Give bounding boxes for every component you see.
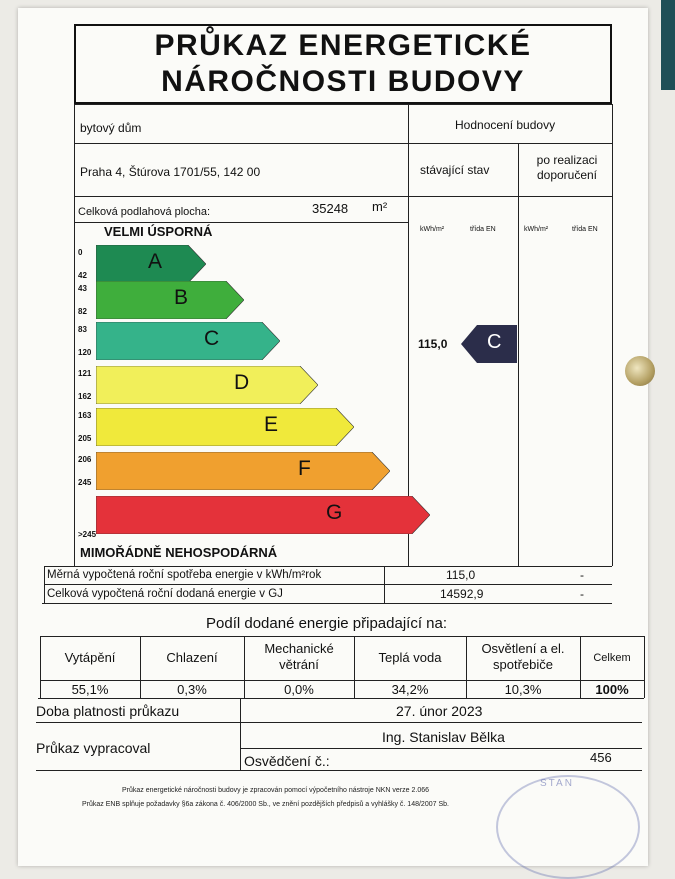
shares-value-cell: 55,1% xyxy=(71,682,109,697)
class-range-to: 82 xyxy=(78,307,87,316)
frame-top-rule xyxy=(74,104,612,105)
footer-line-2: Průkaz ENB splňuje požadavky §6a zákona č. 406/2000 Sb., ve znění pozdějších předpisů a vyhlášky č. 148/2007 Sb. xyxy=(82,801,449,808)
class-range-from: 0 xyxy=(78,248,83,257)
scale-top-label: VELMI ÚSPORNÁ xyxy=(104,224,213,239)
validity-col-rule xyxy=(240,698,241,770)
title-line-1: PRŮKAZ ENERGETICKÉ xyxy=(154,29,532,62)
rating-header-after: po realizaci doporučení xyxy=(536,153,598,182)
rating-header-title: Hodnocení budovy xyxy=(455,118,556,132)
title-line-2: NÁROČNOSTI BUDOVY xyxy=(161,65,525,98)
class-range-from: 206 xyxy=(78,455,92,464)
floor-area-value: 35248 xyxy=(312,201,349,216)
current-rating-arrow xyxy=(461,325,517,363)
shares-value-cell: 34,2% xyxy=(391,682,429,697)
shares-header-top xyxy=(40,636,644,637)
class-range-to: 245 xyxy=(78,478,92,487)
author-label: Průkaz vypracoval xyxy=(36,740,151,756)
official-stamp xyxy=(496,775,640,879)
row-rule-4 xyxy=(44,566,612,567)
energy-class-d-arrow xyxy=(96,366,318,404)
pin-head xyxy=(625,356,655,386)
energy-class-f-arrow xyxy=(96,452,390,490)
total-energy-after: - xyxy=(580,587,584,601)
footer-line-1: Průkaz energetické náročnosti budovy je zpracován pomocí výpočetního nástroje NKN verze 2.066 xyxy=(122,787,430,794)
unit-kwh-after: kWh/m² xyxy=(524,226,549,233)
rating-header-current: stávající stav xyxy=(420,163,490,177)
shares-col-rule xyxy=(644,636,645,698)
frame-right-rule xyxy=(612,104,613,566)
floor-area-label: Celková podlahová plocha: xyxy=(78,206,211,218)
energy-class-letter: B xyxy=(174,286,189,309)
class-range-from: >245 xyxy=(78,530,97,539)
class-range-to: 205 xyxy=(78,434,92,443)
class-range-from: 163 xyxy=(78,411,92,420)
frame-left-rule xyxy=(74,104,75,566)
energy-class-letter: C xyxy=(204,327,220,350)
after-column-rule xyxy=(518,143,519,566)
specific-consumption-value: 115,0 xyxy=(446,568,476,582)
row-rule-3 xyxy=(74,222,408,223)
total-energy-label: Celková vypočtená roční dodaná energie v GJ xyxy=(47,588,283,600)
energy-class-c-arrow xyxy=(96,322,280,360)
floor-area-unit: m² xyxy=(372,199,388,214)
validity-value: 27. únor 2023 xyxy=(396,703,483,719)
energy-class-letter: F xyxy=(298,457,311,480)
energy-class-a-arrow xyxy=(96,245,206,283)
consumption-left-rule xyxy=(44,566,45,603)
consumption-col-rule xyxy=(384,566,385,603)
building-type: bytový dům xyxy=(80,121,142,135)
shares-header-cell: Mechanické větrání xyxy=(264,641,334,672)
certificate-title xyxy=(74,24,612,104)
energy-class-letter: D xyxy=(234,371,250,394)
total-energy-value: 14592,9 xyxy=(440,587,484,601)
row-rule-6 xyxy=(42,603,612,604)
energy-class-g-arrow xyxy=(96,496,430,534)
row-rule-5 xyxy=(44,584,612,585)
shares-value-cell: 0,3% xyxy=(177,682,207,697)
scale-bottom-label: MIMOŘÁDNĚ NEHOSPODÁRNÁ xyxy=(80,545,278,560)
specific-consumption-label: Měrná vypočtená roční spotřeba energie v kWh/m²rok xyxy=(47,569,322,581)
unit-class-current: třída EN xyxy=(470,226,496,233)
current-rating-value: 115,0 xyxy=(418,337,448,351)
cert-value: 456 xyxy=(590,750,612,765)
shares-header-cell: Teplá voda xyxy=(378,650,442,665)
class-range-from: 83 xyxy=(78,325,87,334)
class-range-from: 121 xyxy=(78,369,92,378)
unit-class-after: třída EN xyxy=(572,226,598,233)
shares-header-cell: Osvětlení a el. spotřebiče xyxy=(481,641,565,672)
author-mid-rule xyxy=(240,748,642,749)
shares-header-cell: Vytápění xyxy=(64,650,116,665)
validity-bottom-rule xyxy=(36,722,642,723)
shares-title: Podíl dodané energie připadající na: xyxy=(206,615,448,632)
energy-class-letter: A xyxy=(148,250,163,273)
specific-consumption-after: - xyxy=(580,568,584,582)
background-edge xyxy=(661,0,675,90)
shares-value-cell: 0,0% xyxy=(284,682,314,697)
energy-class-letter: G xyxy=(326,501,343,524)
row-rule-1 xyxy=(74,143,612,144)
class-range-to: 162 xyxy=(78,392,92,401)
validity-label: Doba platnosti průkazu xyxy=(36,703,180,719)
class-range-to: 42 xyxy=(78,271,87,280)
unit-kwh-current: kWh/m² xyxy=(420,226,445,233)
shares-values-bottom xyxy=(38,698,644,699)
shares-value-cell: 100% xyxy=(595,682,629,697)
shares-header-cell: Chlazení xyxy=(166,650,218,665)
author-bottom-rule xyxy=(36,770,642,771)
energy-class-b-arrow xyxy=(96,281,244,319)
shares-header-cell: Celkem xyxy=(593,652,631,664)
energy-class-e-arrow xyxy=(96,408,354,446)
energy-class-letter: E xyxy=(264,413,279,436)
class-range-to: 120 xyxy=(78,348,92,357)
row-rule-2 xyxy=(74,196,612,197)
class-range-from: 43 xyxy=(78,284,87,293)
building-address: Praha 4, Štúrova 1701/55, 142 00 xyxy=(80,165,261,179)
shares-header-bottom xyxy=(40,680,644,681)
cert-label: Osvědčení č.: xyxy=(244,753,330,769)
shares-value-cell: 10,3% xyxy=(504,682,542,697)
author-name: Ing. Stanislav Bělka xyxy=(382,729,505,745)
stamp-text: STAN xyxy=(540,778,574,789)
current-rating-class: C xyxy=(487,331,502,353)
